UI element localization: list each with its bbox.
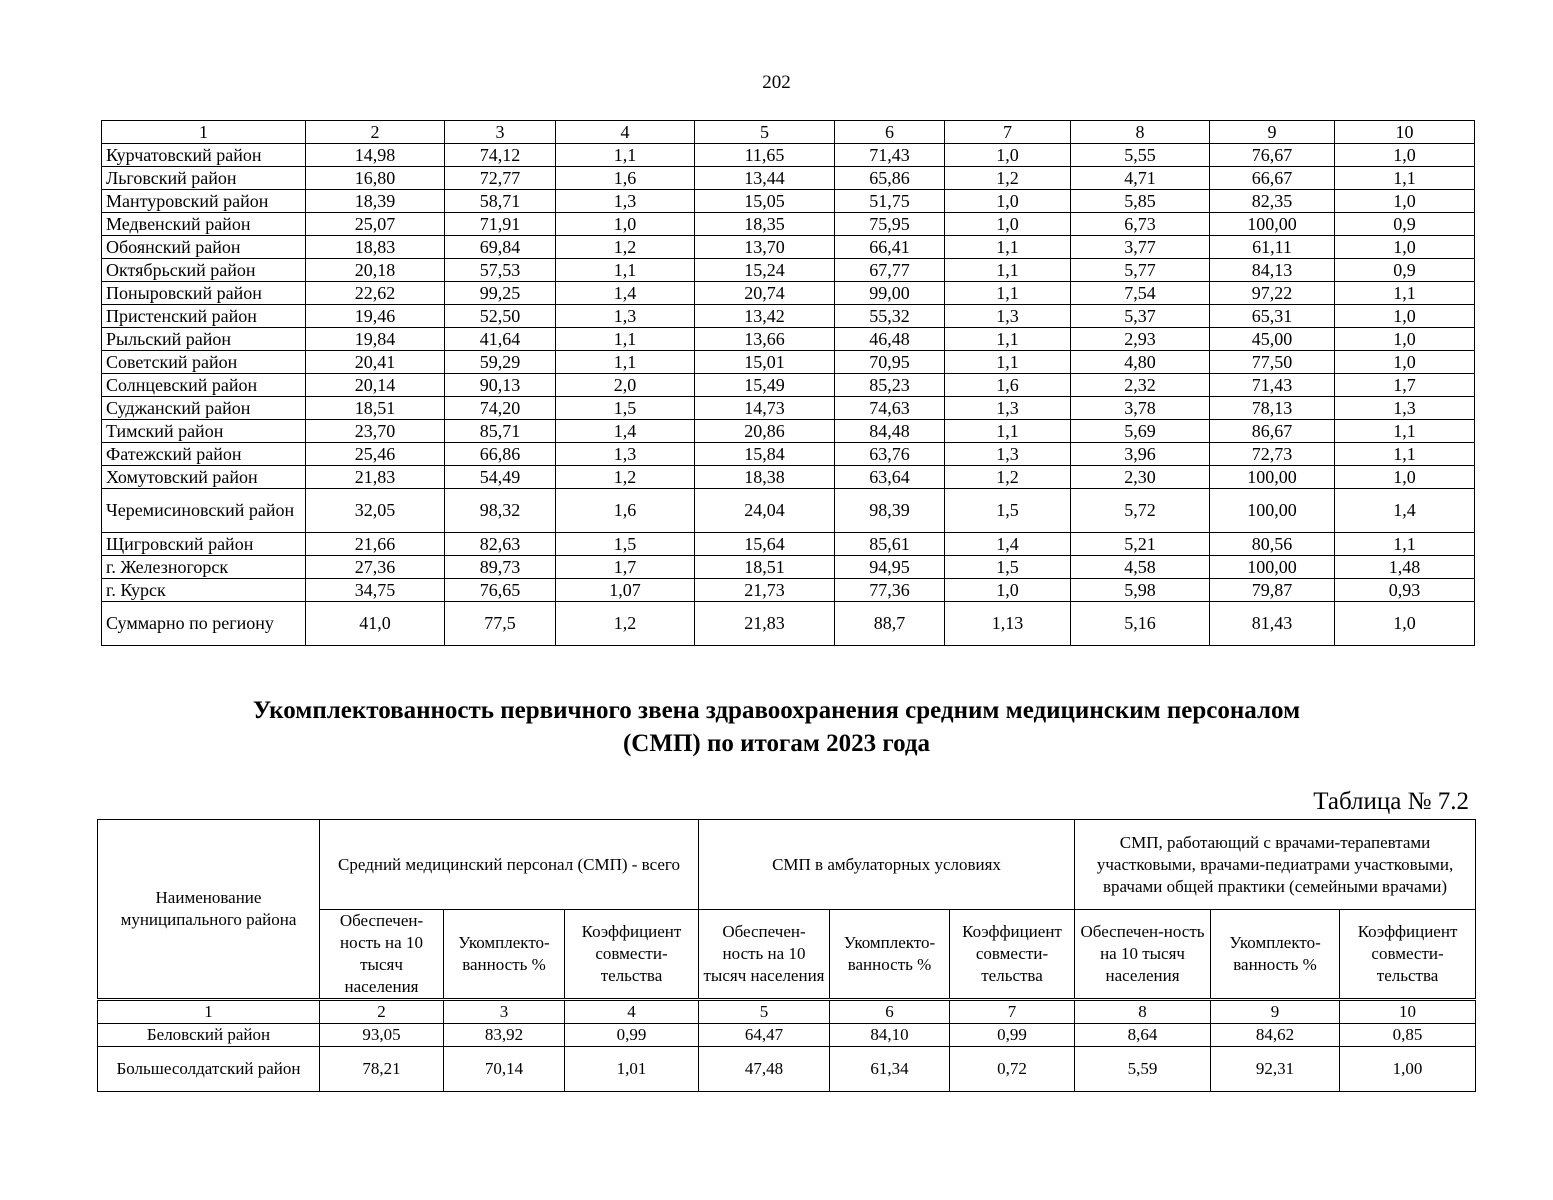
table-cell: 46,48 <box>835 328 945 351</box>
table-cell: 20,18 <box>306 259 445 282</box>
table-cell: 85,71 <box>445 420 556 443</box>
table-cell: 83,92 <box>444 1024 565 1047</box>
group-header-smp-total: Средний медицинский персонал (СМП) - всего <box>320 820 699 910</box>
table-cell: 5,55 <box>1071 144 1210 167</box>
column-number: 2 <box>306 121 445 144</box>
table-cell: 21,83 <box>306 466 445 489</box>
table-cell: 22,62 <box>306 282 445 305</box>
table-cell: 1,0 <box>1335 190 1475 213</box>
district-name: Солнцевский район <box>102 374 306 397</box>
table-cell: 1,1 <box>945 328 1071 351</box>
table-cell: 86,67 <box>1210 420 1335 443</box>
column-number: 4 <box>565 1000 699 1024</box>
table-row <box>102 533 1475 556</box>
table-cell: 34,75 <box>306 579 445 602</box>
subheader: Укомплекто-ванность % <box>444 910 565 1000</box>
table-cell: 1,1 <box>556 259 695 282</box>
table-cell: 51,75 <box>835 190 945 213</box>
subheader: Коэффициент совмести-тельства <box>565 910 699 1000</box>
table-cell: 1,3 <box>556 190 695 213</box>
table-cell: 77,36 <box>835 579 945 602</box>
subheader: Укомплекто-ванность % <box>1211 910 1340 1000</box>
table-cell: 65,31 <box>1210 305 1335 328</box>
table-cell: 1,1 <box>945 236 1071 259</box>
section-title-line-1: Укомплектованность первичного звена здравоохранения средним медицинским персоналом <box>252 697 1301 724</box>
table-cell: 74,20 <box>445 397 556 420</box>
table-cell: 18,39 <box>306 190 445 213</box>
table-cell: 1,1 <box>1335 533 1475 556</box>
table-cell: 93,05 <box>320 1024 444 1047</box>
table-cell: 14,73 <box>695 397 835 420</box>
column-number: 8 <box>1075 1000 1211 1024</box>
table-cell: 4,58 <box>1071 556 1210 579</box>
table-cell: 0,9 <box>1335 213 1475 236</box>
table-cell: 1,2 <box>556 236 695 259</box>
table-cell: 71,43 <box>835 144 945 167</box>
table-cell: 3,96 <box>1071 443 1210 466</box>
subheader: Укомплекто-ванность % <box>830 910 950 1000</box>
table-cell: 1,13 <box>945 602 1071 646</box>
table-cell: 1,6 <box>556 489 695 533</box>
table-cell: 1,1 <box>945 420 1071 443</box>
table-cell: 59,29 <box>445 351 556 374</box>
table-cell: 21,83 <box>695 602 835 646</box>
table-cell: 5,72 <box>1071 489 1210 533</box>
group-header-smp-ambulatory: СМП в амбулаторных условиях <box>699 820 1075 910</box>
table-cell: 74,63 <box>835 397 945 420</box>
district-name: Обоянский район <box>102 236 306 259</box>
table-cell: 5,37 <box>1071 305 1210 328</box>
table-cell: 63,64 <box>835 466 945 489</box>
subheader: Обеспечен-ность на 10 тысяч населения <box>699 910 830 1000</box>
table-cell: 1,3 <box>945 443 1071 466</box>
table-cell: 71,91 <box>445 213 556 236</box>
table-cell: 99,00 <box>835 282 945 305</box>
table-row <box>102 466 1475 489</box>
subheader: Обеспечен-ность на 10 тысяч населения <box>1075 910 1211 1000</box>
table-cell: 0,72 <box>950 1047 1075 1092</box>
district-name: Фатежский район <box>102 443 306 466</box>
table-cell: 58,71 <box>445 190 556 213</box>
table-cell: 20,74 <box>695 282 835 305</box>
table-cell: 14,98 <box>306 144 445 167</box>
table-cell: 25,46 <box>306 443 445 466</box>
table-cell: 0,9 <box>1335 259 1475 282</box>
table-cell: 15,01 <box>695 351 835 374</box>
table-cell: 3,78 <box>1071 397 1210 420</box>
column-numbers-row <box>98 1000 1476 1024</box>
table-row <box>102 259 1475 282</box>
table-cell: 1,3 <box>556 305 695 328</box>
table-cell: 5,77 <box>1071 259 1210 282</box>
table-cell: 5,85 <box>1071 190 1210 213</box>
table-cell: 5,59 <box>1075 1047 1211 1092</box>
table-cell: 1,07 <box>556 579 695 602</box>
table-cell: 66,86 <box>445 443 556 466</box>
table-cell: 65,86 <box>835 167 945 190</box>
district-name: Мантуровский район <box>102 190 306 213</box>
table-cell: 1,1 <box>1335 167 1475 190</box>
table-cell: 1,1 <box>945 259 1071 282</box>
table-cell: 72,77 <box>445 167 556 190</box>
table-cell: 78,13 <box>1210 397 1335 420</box>
table-cell: 61,11 <box>1210 236 1335 259</box>
table-cell: 24,04 <box>695 489 835 533</box>
district-name: Большесолдатский район <box>98 1047 320 1092</box>
table-cell: 4,80 <box>1071 351 1210 374</box>
table-row <box>102 144 1475 167</box>
table-cell: 1,00 <box>1340 1047 1476 1092</box>
table-cell: 1,4 <box>556 420 695 443</box>
column-number: 1 <box>102 121 306 144</box>
table-cell: 15,64 <box>695 533 835 556</box>
table-cell: 100,00 <box>1210 213 1335 236</box>
table-row <box>102 213 1475 236</box>
table-cell: 1,3 <box>1335 397 1475 420</box>
column-number: 3 <box>444 1000 565 1024</box>
table-cell: 76,67 <box>1210 144 1335 167</box>
column-number: 6 <box>835 121 945 144</box>
district-name: Пристенский район <box>102 305 306 328</box>
table-cell: 2,93 <box>1071 328 1210 351</box>
table-cell: 6,73 <box>1071 213 1210 236</box>
group-header-smp-with-doctors: СМП, работающий с врачами-терапевтами участковыми, врачами-педиатрами участковыми, врачами общей практики (семейными врачами) <box>1075 820 1476 910</box>
table-cell: 1,4 <box>556 282 695 305</box>
subheader: Коэффициент совмести-тельства <box>950 910 1075 1000</box>
table-cell: 1,48 <box>1335 556 1475 579</box>
table-cell: 1,7 <box>1335 374 1475 397</box>
table-cell: 16,80 <box>306 167 445 190</box>
table-cell: 18,51 <box>695 556 835 579</box>
table-row <box>102 305 1475 328</box>
column-number: 1 <box>98 1000 320 1024</box>
table-cell: 47,48 <box>699 1047 830 1092</box>
table-cell: 15,05 <box>695 190 835 213</box>
table-cell: 21,66 <box>306 533 445 556</box>
table-cell: 1,0 <box>556 213 695 236</box>
table-cell: 89,73 <box>445 556 556 579</box>
table-cell: 1,2 <box>945 167 1071 190</box>
column-number: 9 <box>1210 121 1335 144</box>
table-cell: 13,70 <box>695 236 835 259</box>
column-number: 10 <box>1340 1000 1476 1024</box>
table-cell: 0,85 <box>1340 1024 1476 1047</box>
table-row <box>98 1024 1476 1047</box>
table-row <box>102 328 1475 351</box>
table-cell: 1,0 <box>1335 351 1475 374</box>
column-number: 7 <box>950 1000 1075 1024</box>
table-label: Таблица № 7.2 <box>1313 788 1469 815</box>
table-cell: 23,70 <box>306 420 445 443</box>
column-number: 5 <box>695 121 835 144</box>
column-number: 8 <box>1071 121 1210 144</box>
table-cell: 76,65 <box>445 579 556 602</box>
table-cell: 85,61 <box>835 533 945 556</box>
column-number: 4 <box>556 121 695 144</box>
table-cell: 1,1 <box>1335 282 1475 305</box>
table-cell: 78,21 <box>320 1047 444 1092</box>
table-cell: 15,84 <box>695 443 835 466</box>
table-cell: 63,76 <box>835 443 945 466</box>
table-cell: 1,01 <box>565 1047 699 1092</box>
table-cell: 25,07 <box>306 213 445 236</box>
table-cell: 100,00 <box>1210 466 1335 489</box>
table-cell: 66,67 <box>1210 167 1335 190</box>
table-cell: 1,5 <box>556 397 695 420</box>
subheader: Обеспечен-ность на 10 тысяч населения <box>320 910 444 1000</box>
district-name: Беловский район <box>98 1024 320 1047</box>
table-cell: 1,1 <box>556 351 695 374</box>
column-number: 7 <box>945 121 1071 144</box>
table-cell: 1,1 <box>556 144 695 167</box>
table-row <box>102 236 1475 259</box>
table-cell: 67,77 <box>835 259 945 282</box>
table-cell: 11,65 <box>695 144 835 167</box>
table-row <box>102 579 1475 602</box>
table-cell: 64,47 <box>699 1024 830 1047</box>
table-cell: 77,5 <box>445 602 556 646</box>
district-name: г. Курск <box>102 579 306 602</box>
table-cell: 13,66 <box>695 328 835 351</box>
district-name: Тимский район <box>102 420 306 443</box>
column-numbers-row <box>102 121 1475 144</box>
smp-staffing-table <box>97 819 1476 1092</box>
district-name: Льговский район <box>102 167 306 190</box>
table-cell: 15,49 <box>695 374 835 397</box>
table-cell: 5,69 <box>1071 420 1210 443</box>
table-cell: 5,16 <box>1071 602 1210 646</box>
table-cell: 7,54 <box>1071 282 1210 305</box>
district-name: Черемисиновский район <box>102 489 306 533</box>
table-cell: 97,22 <box>1210 282 1335 305</box>
table-cell: 45,00 <box>1210 328 1335 351</box>
table-cell: 1,5 <box>556 533 695 556</box>
section-title <box>0 694 1553 760</box>
table-cell: 71,43 <box>1210 374 1335 397</box>
subheader: Коэффициент совмести-тельства <box>1340 910 1476 1000</box>
table-cell: 5,21 <box>1071 533 1210 556</box>
table-cell: 85,23 <box>835 374 945 397</box>
table-cell: 82,63 <box>445 533 556 556</box>
table-cell: 1,2 <box>945 466 1071 489</box>
table-cell: 1,7 <box>556 556 695 579</box>
district-name: Суджанский район <box>102 397 306 420</box>
table-cell: 55,32 <box>835 305 945 328</box>
table-cell: 88,7 <box>835 602 945 646</box>
table-cell: 1,6 <box>945 374 1071 397</box>
table-cell: 1,1 <box>1335 443 1475 466</box>
table-cell: 0,99 <box>565 1024 699 1047</box>
table-row <box>102 489 1475 533</box>
table-cell: 18,35 <box>695 213 835 236</box>
table-cell: 0,99 <box>950 1024 1075 1047</box>
table-cell: 2,30 <box>1071 466 1210 489</box>
table-cell: 66,41 <box>835 236 945 259</box>
staffing-table-continued <box>101 120 1475 646</box>
table-cell: 4,71 <box>1071 167 1210 190</box>
table-cell: 18,51 <box>306 397 445 420</box>
table-cell: 1,0 <box>1335 305 1475 328</box>
table-cell: 1,3 <box>945 397 1071 420</box>
name-column-header: Наименование муниципального района <box>98 820 320 1000</box>
table-cell: 21,73 <box>695 579 835 602</box>
table-cell: 1,1 <box>1335 420 1475 443</box>
district-name: Курчатовский район <box>102 144 306 167</box>
table-cell: 1,3 <box>945 305 1071 328</box>
table-cell: 13,42 <box>695 305 835 328</box>
table-cell: 5,98 <box>1071 579 1210 602</box>
table-cell: 84,13 <box>1210 259 1335 282</box>
table-cell: 41,64 <box>445 328 556 351</box>
table-cell: 20,41 <box>306 351 445 374</box>
table-cell: 18,38 <box>695 466 835 489</box>
table-cell: 80,56 <box>1210 533 1335 556</box>
table-cell: 1,5 <box>945 556 1071 579</box>
table-cell: 1,0 <box>945 213 1071 236</box>
table-cell: 13,44 <box>695 167 835 190</box>
table-cell: 41,0 <box>306 602 445 646</box>
table-cell: 84,62 <box>1211 1024 1340 1047</box>
column-number: 3 <box>445 121 556 144</box>
section-title-line-2: (СМП) по итогам 2023 года <box>622 730 931 757</box>
table-cell: 1,3 <box>556 443 695 466</box>
table-cell: 19,84 <box>306 328 445 351</box>
table-cell: 52,50 <box>445 305 556 328</box>
table-cell: 84,10 <box>830 1024 950 1047</box>
district-name: Октябрьский район <box>102 259 306 282</box>
table-cell: 72,73 <box>1210 443 1335 466</box>
table-cell: 69,84 <box>445 236 556 259</box>
table-row <box>102 397 1475 420</box>
table-cell: 92,31 <box>1211 1047 1340 1092</box>
page-number: 202 <box>762 72 791 93</box>
table-cell: 1,1 <box>945 351 1071 374</box>
table-cell: 1,0 <box>1335 144 1475 167</box>
table-row <box>98 1047 1476 1092</box>
column-number: 9 <box>1211 1000 1340 1024</box>
table-cell: 1,1 <box>556 328 695 351</box>
district-name: Щигровский район <box>102 533 306 556</box>
district-name: Хомутовский район <box>102 466 306 489</box>
table-cell: 20,14 <box>306 374 445 397</box>
table-cell: 77,50 <box>1210 351 1335 374</box>
table-row <box>102 420 1475 443</box>
table-cell: 100,00 <box>1210 489 1335 533</box>
column-number: 6 <box>830 1000 950 1024</box>
table-cell: 99,25 <box>445 282 556 305</box>
table-cell: 70,95 <box>835 351 945 374</box>
table-cell: 79,87 <box>1210 579 1335 602</box>
table-cell: 57,53 <box>445 259 556 282</box>
district-name: Рыльский район <box>102 328 306 351</box>
district-name: Поныровский район <box>102 282 306 305</box>
district-name: Суммарно по региону <box>102 602 306 646</box>
table-cell: 1,0 <box>945 144 1071 167</box>
table-cell: 61,34 <box>830 1047 950 1092</box>
table-cell: 19,46 <box>306 305 445 328</box>
table-cell: 32,05 <box>306 489 445 533</box>
table-row <box>102 167 1475 190</box>
table-cell: 1,0 <box>1335 602 1475 646</box>
district-name: Медвенский район <box>102 213 306 236</box>
table-cell: 1,0 <box>1335 466 1475 489</box>
table-cell: 84,48 <box>835 420 945 443</box>
table-cell: 94,95 <box>835 556 945 579</box>
table-cell: 1,4 <box>945 533 1071 556</box>
table-cell: 1,6 <box>556 167 695 190</box>
table-cell: 90,13 <box>445 374 556 397</box>
table-row <box>102 190 1475 213</box>
table-row <box>102 443 1475 466</box>
table-cell: 54,49 <box>445 466 556 489</box>
table-row <box>102 282 1475 305</box>
table-cell: 100,00 <box>1210 556 1335 579</box>
table-cell: 1,0 <box>945 190 1071 213</box>
table-cell: 98,32 <box>445 489 556 533</box>
table-cell: 8,64 <box>1075 1024 1211 1047</box>
table-cell: 1,0 <box>1335 236 1475 259</box>
table-cell: 1,2 <box>556 466 695 489</box>
table-cell: 15,24 <box>695 259 835 282</box>
table-cell: 74,12 <box>445 144 556 167</box>
table-cell: 81,43 <box>1210 602 1335 646</box>
table-cell: 0,93 <box>1335 579 1475 602</box>
table-cell: 27,36 <box>306 556 445 579</box>
table-cell: 98,39 <box>835 489 945 533</box>
table-cell: 1,4 <box>1335 489 1475 533</box>
table-cell: 1,5 <box>945 489 1071 533</box>
table-cell: 1,0 <box>1335 328 1475 351</box>
table-row <box>102 602 1475 646</box>
column-number: 2 <box>320 1000 444 1024</box>
table-cell: 75,95 <box>835 213 945 236</box>
table-cell: 18,83 <box>306 236 445 259</box>
table-row <box>102 374 1475 397</box>
table-cell: 1,1 <box>945 282 1071 305</box>
table-cell: 20,86 <box>695 420 835 443</box>
table-cell: 1,2 <box>556 602 695 646</box>
column-number: 10 <box>1335 121 1475 144</box>
table-row <box>102 351 1475 374</box>
table-cell: 3,77 <box>1071 236 1210 259</box>
district-name: Советский район <box>102 351 306 374</box>
table-cell: 2,0 <box>556 374 695 397</box>
table-cell: 82,35 <box>1210 190 1335 213</box>
table-cell: 70,14 <box>444 1047 565 1092</box>
table-cell: 1,0 <box>945 579 1071 602</box>
table-row <box>102 556 1475 579</box>
column-number: 5 <box>699 1000 830 1024</box>
district-name: г. Железногорск <box>102 556 306 579</box>
table-cell: 2,32 <box>1071 374 1210 397</box>
